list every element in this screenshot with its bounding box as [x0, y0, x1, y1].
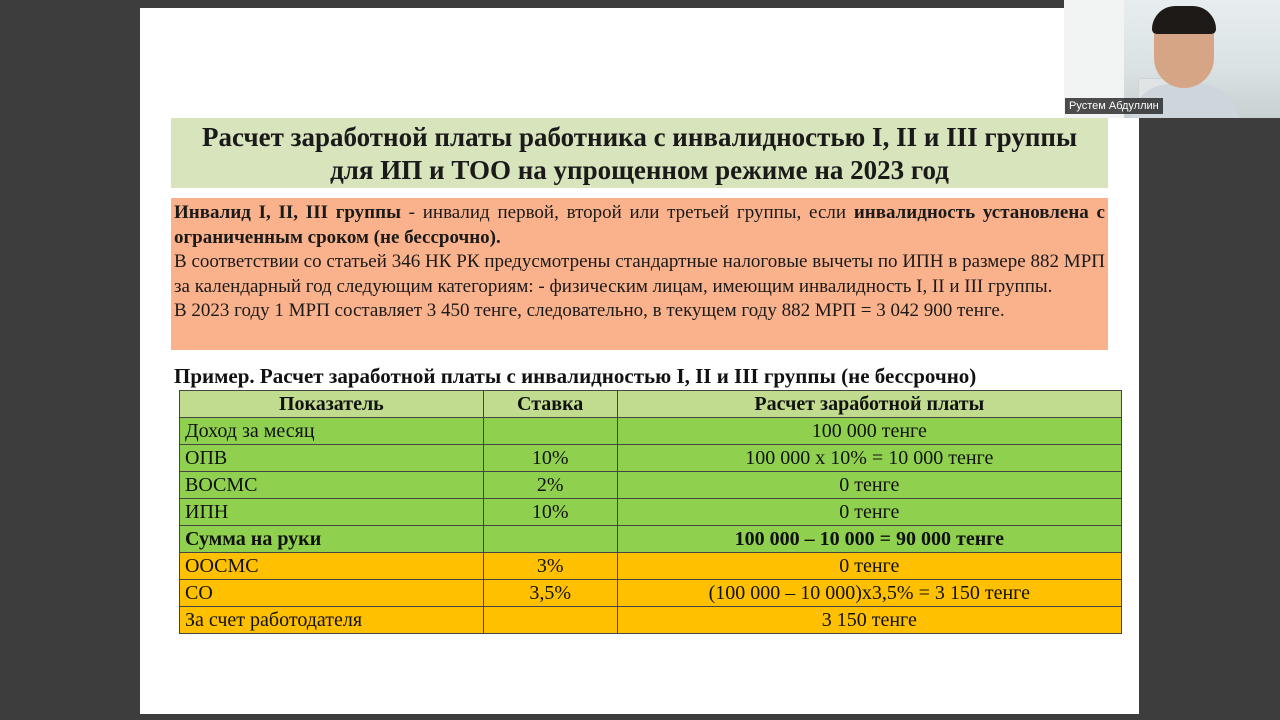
- example-title: Пример. Расчет заработной платы с инвалидностью I, II и III группы (не бессрочно): [174, 364, 977, 388]
- webcam-tile[interactable]: [1064, 0, 1280, 118]
- row-indicator: ВОСМС: [180, 472, 484, 499]
- table-row-total: [180, 526, 1122, 553]
- row-calculation: 100 000 тенге: [617, 418, 1121, 445]
- table-row: [180, 472, 1122, 499]
- row-calculation: 100 000 х 10% = 10 000 тенге: [617, 445, 1121, 472]
- row-indicator: Сумма на руки: [180, 526, 484, 553]
- row-rate: [483, 526, 617, 553]
- row-calculation: 0 тенге: [617, 553, 1121, 580]
- row-calculation: 100 000 – 10 000 = 90 000 тенге: [617, 526, 1121, 553]
- row-rate: 3%: [483, 553, 617, 580]
- slide-title-line-1: Расчет заработной платы работника с инвалидностью I, II и III группы: [201, 122, 1078, 152]
- row-rate: 10%: [483, 499, 617, 526]
- row-indicator: СО: [180, 580, 484, 607]
- table-row: [180, 607, 1122, 634]
- header-rate: Ставка: [483, 391, 617, 418]
- info-text: - инвалид первой, второй или третьей группы, если: [400, 202, 854, 223]
- info-bold-a: Инвалид I, II, III группы: [174, 202, 401, 223]
- header-indicator: Показатель: [180, 391, 484, 418]
- table-row: [180, 553, 1122, 580]
- info-bold-b: инвалидность установлена с ограниченным сроком (не бессрочно).: [174, 202, 1105, 248]
- info-paragraph-2: В соответствии со статьей 346 НК РК предусмотрены стандартные налоговые вычеты по ИПН в размере 882 МРП за календарный год следующим категориям: - физическим лицам, имеющим инвалидность I, II и III группы.: [174, 251, 1105, 297]
- row-indicator: ИПН: [180, 499, 484, 526]
- row-indicator: ОПВ: [180, 445, 484, 472]
- row-rate: 10%: [483, 445, 617, 472]
- row-calculation: 0 тенге: [617, 499, 1121, 526]
- participant-name-label: Рустем Абдуллин: [1065, 98, 1163, 114]
- person-hair-icon: [1152, 6, 1216, 34]
- info-paragraph-3: В 2023 году 1 МРП составляет 3 450 тенге, следовательно, в текущем году 882 МРП = 3 042 900 тенге.: [174, 300, 1005, 321]
- info-paragraph-1: [174, 201, 1105, 250]
- table-row: [180, 580, 1122, 607]
- header-calculation: Расчет заработной платы: [617, 391, 1121, 418]
- row-calculation: 0 тенге: [617, 472, 1121, 499]
- row-indicator: За счет работодателя: [180, 607, 484, 634]
- info-box: [171, 198, 1108, 350]
- row-rate: 3,5%: [483, 580, 617, 607]
- slide-title-line-2: для ИП и ТОО на упрощенном режиме на 2023 год: [330, 155, 949, 185]
- row-calculation: 3 150 тенге: [617, 607, 1121, 634]
- table-row: [180, 418, 1122, 445]
- row-indicator: ООСМС: [180, 553, 484, 580]
- salary-calculation-table: [179, 390, 1122, 634]
- row-rate: [483, 607, 617, 634]
- table-row: [180, 499, 1122, 526]
- row-calculation: (100 000 – 10 000)х3,5% = 3 150 тенге: [617, 580, 1121, 607]
- row-rate: [483, 418, 617, 445]
- table-header-row: [180, 391, 1122, 418]
- row-indicator: Доход за месяц: [180, 418, 484, 445]
- slide-title: [171, 118, 1108, 188]
- table-row: [180, 445, 1122, 472]
- row-rate: 2%: [483, 472, 617, 499]
